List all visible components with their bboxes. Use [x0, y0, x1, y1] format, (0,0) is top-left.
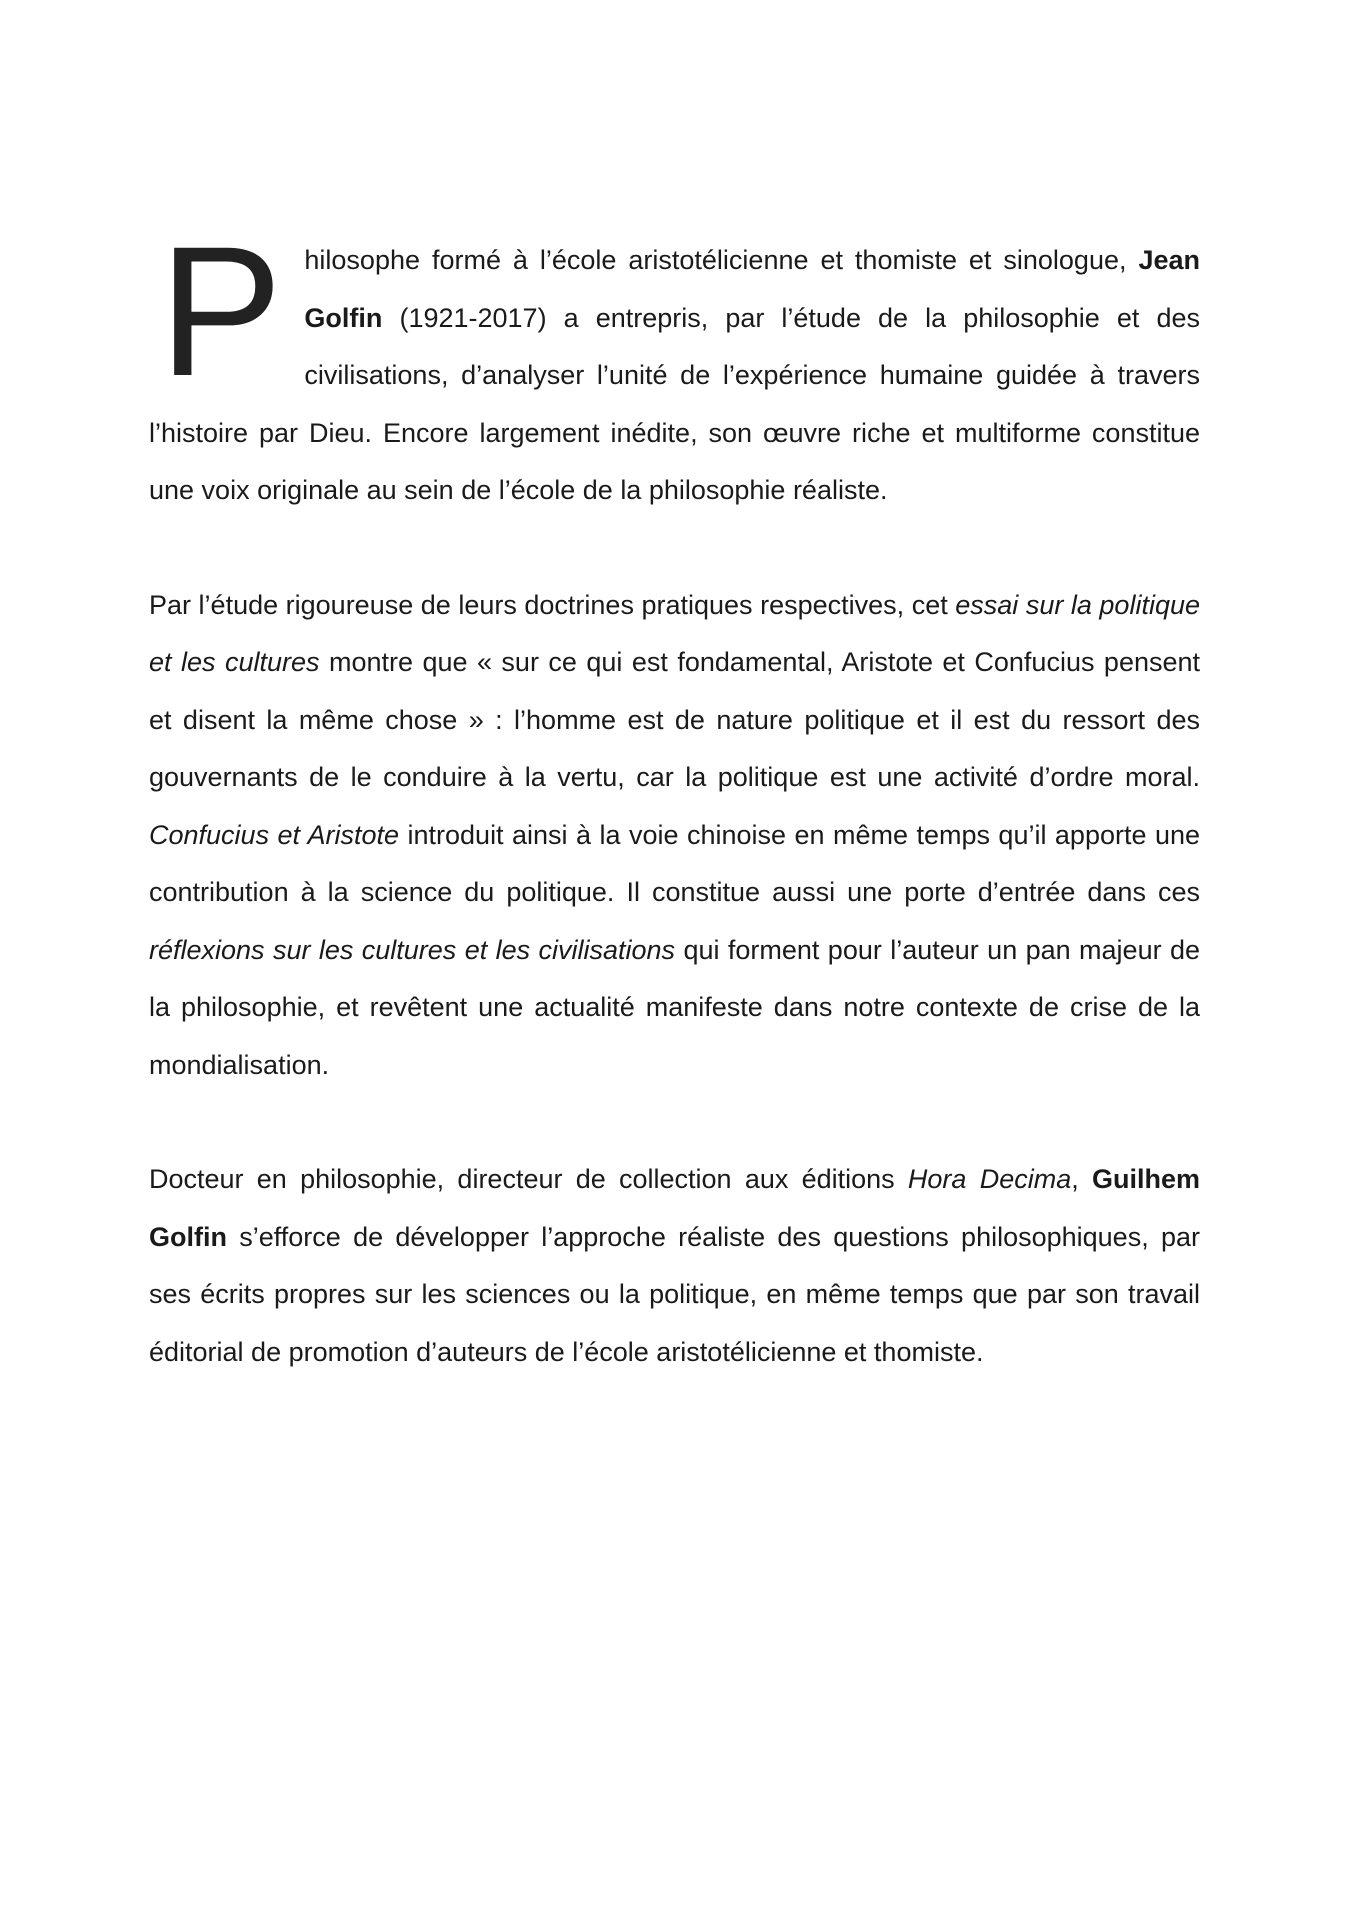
paragraph2-italic1: essai sur la politique et les cultures [149, 589, 1200, 677]
paragraph-jean-golfin [149, 209, 1200, 520]
paragraph2-text4: qui forment pour l’auteur un pan majeur de la philosophie, et revêtent une actualité manifeste dans notre contexte de crise de la mondialisation. [149, 934, 1201, 1080]
paragraph2-text1: Par l’étude rigoureuse de leurs doctrines pratiques respectives, cet [149, 589, 956, 620]
publisher-name: Hora Decima [907, 1164, 1072, 1194]
paragraph3-text1: Docteur en philosophie, directeur de collection aux éditions [149, 1164, 908, 1194]
author-name-jean-golfin: Jean Golfin [304, 245, 1200, 333]
paragraph1-text2: (1921-2017) a entrepris, par l’étude de la philosophie et des civilisations, d’analyser l’unité de l’expérience humaine guidée à travers l’histoire par Dieu. Encore largement inédite, son œuvre riche et multiforme constitue une voix originale au sein de l’école de la philosophie réaliste. [149, 302, 1200, 505]
book-title: Confucius et Aristote [149, 819, 400, 850]
paragraph2-italic3: réflexions sur les cultures et les civilisations [149, 934, 676, 965]
paragraph2-text2: montre que « sur ce qui est fondamental, Aristote et Confucius pensent et disent la même chose » : l’homme est de nature politique et il est du ressort des gouvernants de le conduire à la vertu, car la politique est une activité d’ordre moral. [149, 647, 1201, 792]
back-cover-text [149, 209, 1201, 1381]
drop-cap: P [159, 209, 283, 415]
paragraph3-text3: s’efforce de développer l’approche réaliste des questions philosophiques, par ses écrits propres sur les sciences ou la politique, en même temps que par son travail éditorial de promotion d’auteurs de l’école aristotélicienne et thomiste. [149, 1221, 1200, 1367]
paragraph-book-description [149, 577, 1200, 1095]
paragraph-guilhem-golfin [149, 1151, 1200, 1381]
author-name-guilhem-golfin: Guilhem Golfin [149, 1164, 1200, 1252]
paragraph1-text1: hilosophe formé à l’école aristotélicienne et thomiste et sinologue, [304, 245, 1139, 275]
paragraph3-text2: , [1071, 1164, 1092, 1194]
paragraph2-text3: introduit ainsi à la voie chinoise en même temps qu’il apporte une contribution à la science du politique. Il constitue aussi une porte d’entrée dans ces [149, 819, 1200, 907]
